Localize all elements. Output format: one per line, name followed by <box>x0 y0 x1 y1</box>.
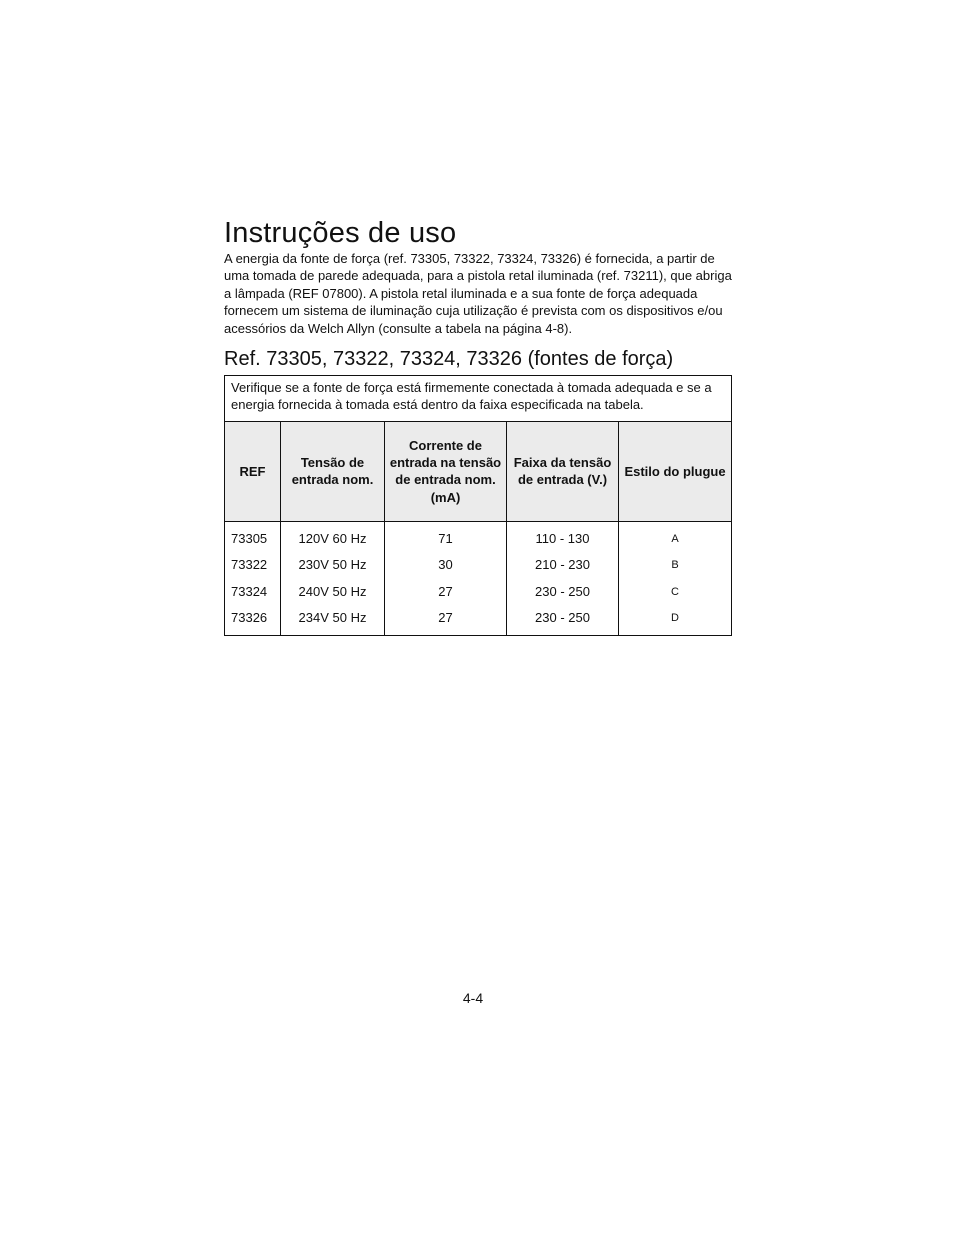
table-header-row <box>225 421 732 521</box>
table-note-row <box>225 376 732 422</box>
intro-paragraph: A energia da fonte de força (ref. 73305, 73322, 73324, 73326) é fornecida, a partir de uma tomada de parede adequada, para a pistola retal iluminada (ref. 73211), que abriga a lâmpada (REF 07800). A pistola retal iluminada e a sua fonte de força adequada fornecem um sistema de iluminação cuja utilização é prevista com os dispositivos e/ou acessórios da Welch Allyn (consulte a tabela na página 4-8). <box>224 251 732 336</box>
cell-input-current: 27 <box>385 605 507 636</box>
cell-plug-style: A <box>619 521 732 552</box>
cell-plug-style: B <box>619 552 732 578</box>
header-voltage-range: Faixa da tensão de entrada (V.) <box>507 421 619 521</box>
cell-voltage-range: 110 - 130 <box>507 521 619 552</box>
cell-ref: 73324 <box>225 578 281 604</box>
header-input-current: Corrente de entrada na tensão de entrada nom. (mA) <box>385 421 507 521</box>
cell-input-current: 71 <box>385 521 507 552</box>
page-title: Instruções de uso <box>224 217 457 249</box>
power-supply-spec-table <box>224 375 732 636</box>
header-nominal-voltage: Tensão de entrada nom. <box>281 421 385 521</box>
cell-voltage-range: 230 - 250 <box>507 605 619 636</box>
cell-nominal-voltage: 230V 50 Hz <box>281 552 385 578</box>
table-row <box>225 521 732 552</box>
cell-ref: 73305 <box>225 521 281 552</box>
header-ref: REF <box>225 421 281 521</box>
section-title: Ref. 73305, 73322, 73324, 73326 (fontes de força) <box>224 348 674 370</box>
cell-input-current: 30 <box>385 552 507 578</box>
cell-input-current: 27 <box>385 578 507 604</box>
table-row <box>225 578 732 604</box>
table-note: Verifique se a fonte de força está firmemente conectada à tomada adequada e se a energia fornecida à tomada está dentro da faixa especificada na tabela. <box>225 376 732 422</box>
cell-voltage-range: 230 - 250 <box>507 578 619 604</box>
page-number: 4-4 <box>462 990 484 1006</box>
cell-nominal-voltage: 234V 50 Hz <box>281 605 385 636</box>
cell-plug-style: C <box>619 578 732 604</box>
cell-ref: 73322 <box>225 552 281 578</box>
cell-plug-style: D <box>619 605 732 636</box>
cell-ref: 73326 <box>225 605 281 636</box>
cell-nominal-voltage: 120V 60 Hz <box>281 521 385 552</box>
table-row <box>225 605 732 636</box>
cell-voltage-range: 210 - 230 <box>507 552 619 578</box>
table-row <box>225 552 732 578</box>
header-plug-style: Estilo do plugue <box>619 421 732 521</box>
cell-nominal-voltage: 240V 50 Hz <box>281 578 385 604</box>
